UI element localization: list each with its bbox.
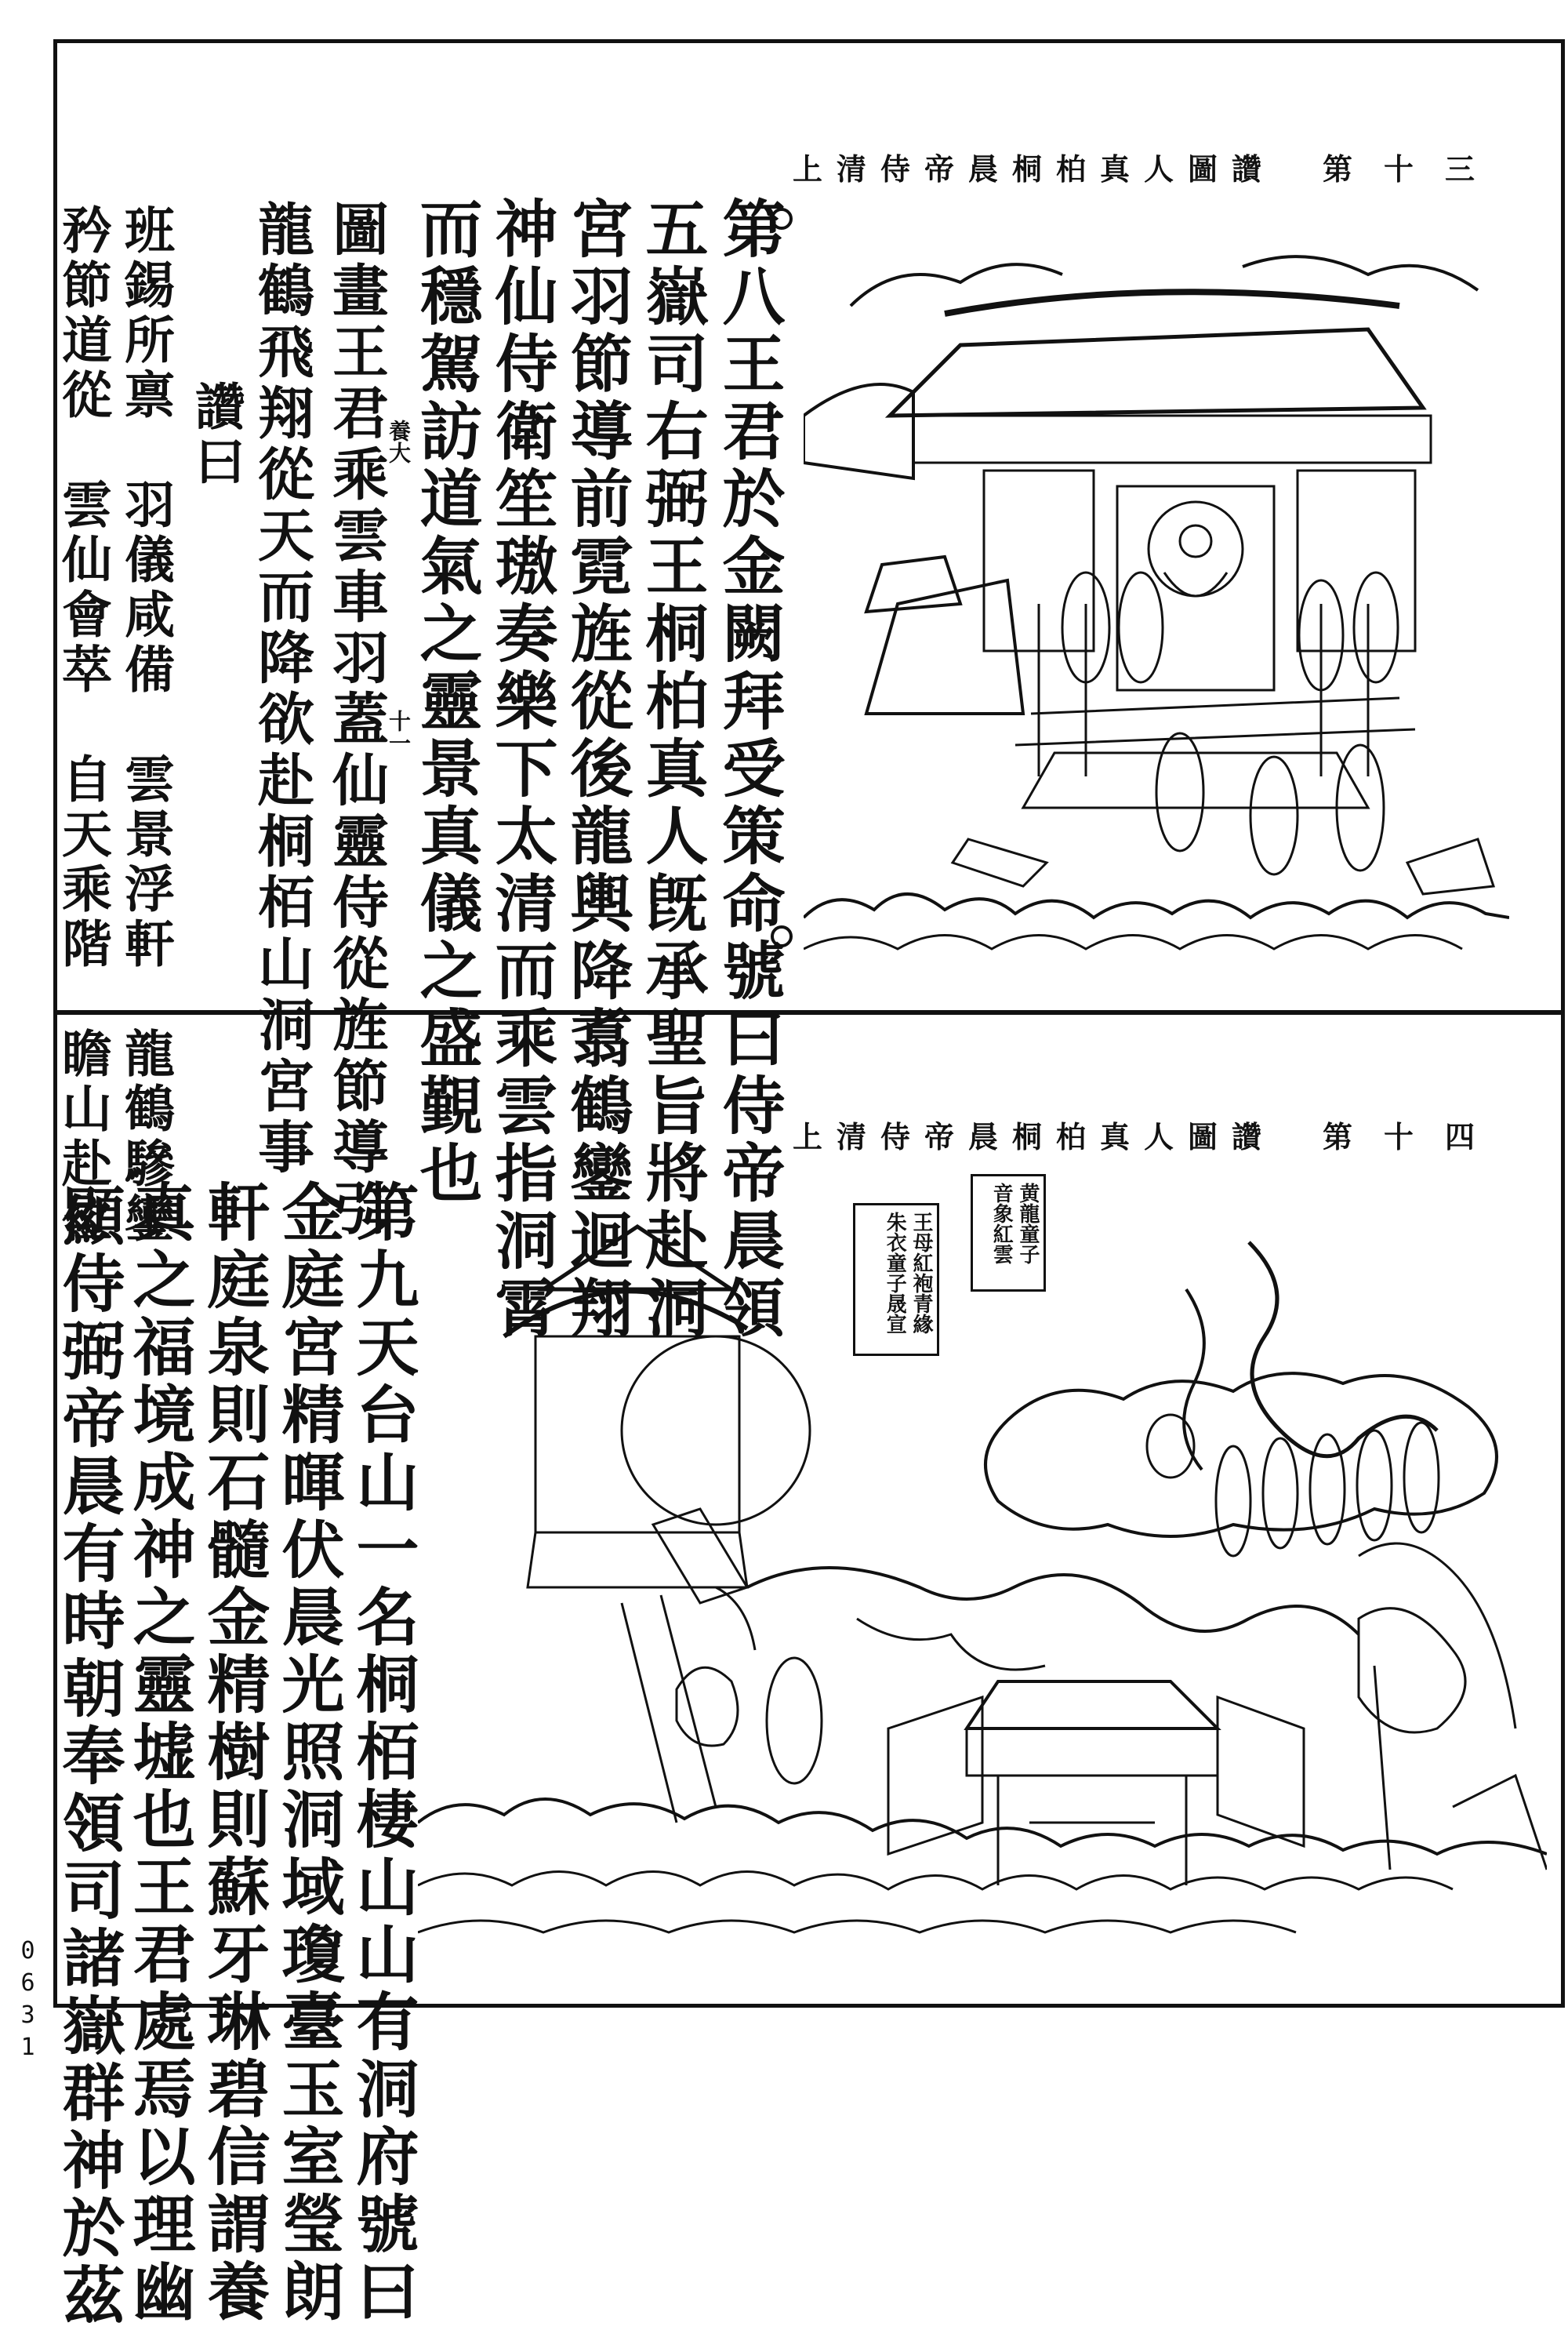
text-column-5: 顯侍弼帝晨有時朝奉領司諸嶽群神於茲 bbox=[52, 1183, 125, 2330]
text-column-4: 神仙侍衛笙璈奏樂下太清而乘雲指洞霄 bbox=[485, 196, 558, 1343]
text-column-3: 軒庭泉則石髓金精樹則蘇牙琳碧信謂養 bbox=[197, 1180, 270, 2326]
text-column-1: 第八王君於金闕拜受策命號曰侍帝晨領 bbox=[712, 196, 786, 1343]
interlinear-note-1: 養大 bbox=[386, 420, 412, 463]
text-column-2: 五嶽司右弼王桐柏真人旣承聖旨將赴洞 bbox=[635, 196, 709, 1343]
panel-header bbox=[793, 145, 1506, 188]
palace-illustration bbox=[804, 212, 1509, 965]
caption-box-right: 黄龍童子音象紅雲 bbox=[971, 1174, 1046, 1292]
verse-column-1: 班錫所禀 羽儀咸備 雲景浮軒 龍鶴驂鑾 bbox=[116, 204, 175, 1247]
verse-column-2: 矜節道從 雲仙會萃 自天乘階 瞻山赴位 bbox=[53, 204, 112, 1247]
page-number: 0631 bbox=[14, 1937, 42, 2066]
panel-header bbox=[793, 1113, 1506, 1156]
verse-intro-column-2: 龍鶴飛翔從天而降欲赴桐栢山洞宮事 bbox=[249, 200, 315, 1179]
text-column-4: 真之福境成神之靈墟也王君處焉以理幽 bbox=[122, 1180, 196, 2326]
panel-14 bbox=[52, 1015, 1561, 2330]
book-title: 上清侍帝晨桐柏真人圖讚 bbox=[792, 151, 1276, 187]
text-column-5: 而穩駕訪道氣之靈景真儀之盛覲也 bbox=[409, 196, 483, 1208]
verse-intro-column-1: 圖畫王君乘雲車羽蓋仙靈侍從旌節導引 bbox=[323, 200, 390, 1240]
interlinear-note-2: 十一 bbox=[386, 710, 412, 754]
text-column-1: 第九天台山一名桐栢棲山山有洞府號曰 bbox=[346, 1180, 419, 2326]
book-title: 上清侍帝晨桐柏真人圖讚 bbox=[792, 1119, 1276, 1154]
chapter-number: 第十四 bbox=[1322, 1119, 1506, 1154]
text-column-2: 金庭宮精暉伏晨光照洞域瓊臺玉室瑩朗 bbox=[271, 1180, 345, 2326]
text-column-3: 宮羽節導前霓旌從後龍輿降翥鶴鑾迴翔 bbox=[560, 196, 633, 1343]
chapter-number: 第十三 bbox=[1322, 151, 1506, 187]
mountain-cave-illustration bbox=[418, 1180, 1547, 1956]
zan-heading: 讚曰 bbox=[187, 380, 245, 490]
caption-box-left: 王母紅袍青緣朱衣童子晟宣 bbox=[853, 1203, 939, 1356]
